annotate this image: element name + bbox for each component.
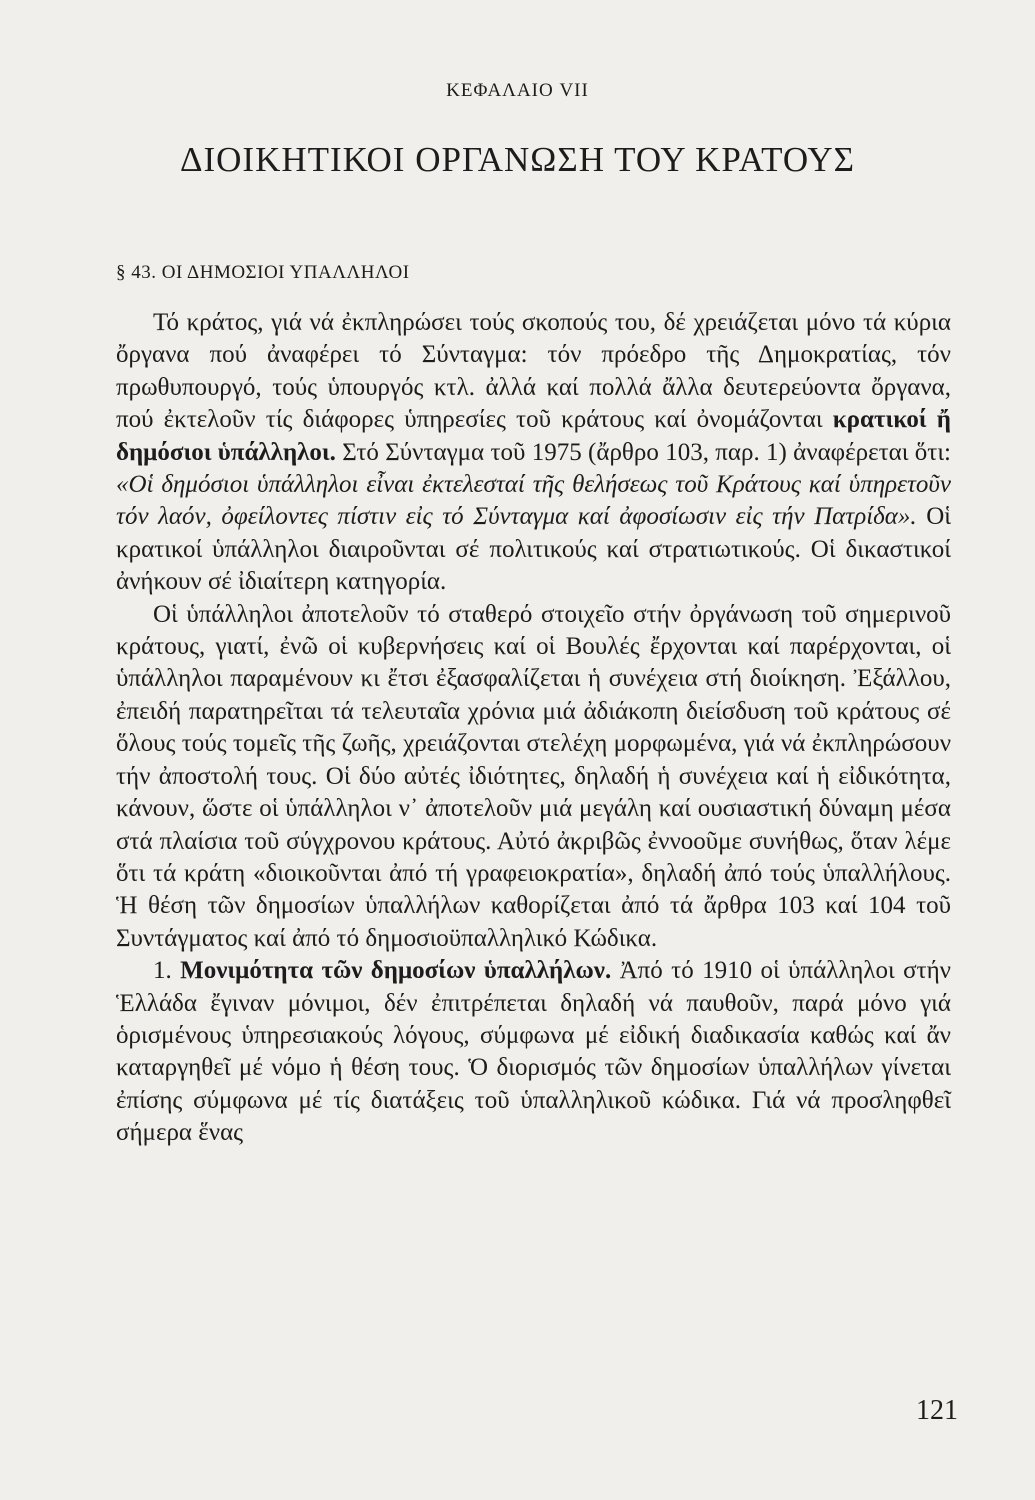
paragraph-1-text-b: Στό Σύνταγμα τοῦ 1975 (ἄρθρο 103, παρ. 1) ἀναφέρεται ὅτι: <box>335 438 951 466</box>
paragraph-1 <box>116 307 951 599</box>
paragraph-1-bold-term: κρατικοί ἤ δημόσιοι ὑπάλληλοι. <box>116 406 951 466</box>
paragraph-1-text-c: Οἱ κρατικοί ὑπάλληλοι διαιροῦνται σέ πολιτικούς καί στρατιωτικούς. Οἱ δικαστικοί ἀνήκουν σέ ἰδιαίτερη κατηγορία. <box>116 503 952 596</box>
paragraph-1-text-a: Τό κράτος, γιά νά ἐκπληρώσει τούς σκοπούς του, δέ χρειάζεται μόνο τά κύρια ὄργανα πού ἀναφέρει τό Σύνταγμα: τόν πρόεδρο τῆς Δημοκρατίας, τόν πρωθυπουργό, τούς ὑπουργός κτλ. ἀλλά καί πολλά ἄλλα δευτερεύοντα ὄργανα, πού ἐκτελοῦν τίς διάφορες ὑπηρεσίες τοῦ κράτους καί ὀνομάζονται <box>116 309 951 434</box>
paragraph-3-bold-heading: Μονιμότητα τῶν δημοσίων ὑπαλλήλων. <box>180 957 612 985</box>
page-number: 121 <box>916 1395 958 1426</box>
chapter-title: ΔΙΟΙΚΗΤΙΚΟΙ ΟΡΓΑΝΩΣΗ ΤΟΥ ΚΡΑΤΟΥΣ <box>179 140 856 179</box>
paragraph-3-number: 1. <box>153 957 172 985</box>
paragraph-3 <box>116 955 951 1149</box>
paragraph-3-text: Ἀπό τό 1910 οἱ ὑπάλληλοι στήν Ἑλλάδα ἔγιναν μόνιμοι, δέν ἐπιτρέπεται δηλαδή νά παυθοῦν, παρά μόνο γιά ὁρισμένους ὑπηρεσιακούς λόγους, σύμφωνα μέ εἰδική διαδικασία καθώς καί ἄν καταργηθεῖ μέ νόμο ἡ θέση τους. Ὁ διορισμός τῶν δημοσίων ὑπαλλήλων γίνεται ἐπίσης σύμφωνα μέ τίς διατάξεις τοῦ ὑπαλληλικοῦ κώδικα. Γιά νά προσληφθεῖ σήμερα ἕνας <box>116 957 951 1147</box>
section-heading: § 43. ΟΙ ΔΗΜΟΣΙΟΙ ΥΠΑΛΛΗΛΟΙ <box>116 262 410 283</box>
paragraph-2: Οἱ ὑπάλληλοι ἀποτελοῦν τό σταθερό στοιχεῖο στήν ὀργάνωση τοῦ σημερινοῦ κράτους, γιατί, ἐνῶ οἱ κυβερνήσεις καί οἱ Βουλές ἔρχονται καί παρέρχονται, οἱ ὑπάλληλοι παραμένουν κι ἔτσι ἐξασφαλίζεται ἡ συνέχεια στή διοίκηση. Ἐξάλλου, ἐπειδή παρατηρεῖται τά τελευταῖα χρόνια μιά ἀδιάκοπη διείσδυση τοῦ κράτους σέ ὅλους τούς τομεῖς τῆς ζωῆς, χρειάζονται στελέχη μορφωμένα, γιά νά ἐκπληρώσουν τήν ἀποστολή τους. Οἱ δύο αὐτές ἰδιότητες, δηλαδή ἡ συνέχεια καί ἡ εἰδικότητα, κάνουν, ὥστε οἱ ὑπάλληλοι ν᾽ ἀποτελοῦν μιά μεγάλη καί ουσιαστική δύναμη μέσα στά πλαίσια τοῦ σύγχρονου κράτους. Αὐτό ἀκριβῶς ἐννοοῦμε συνήθως, ὅταν λέμε ὅτι τά κράτη «διοικοῦνται ἀπό τή γραφειοκρατία», δηλαδή ἀπό τούς ὑπαλλήλους. Ἡ θέση τῶν δημοσίων ὑπαλλήλων καθορίζεται ἀπό τά ἄρθρα 103 καί 104 τοῦ Συντάγματος καί ἀπό τό δημοσιοϋπαλληλικό Κώδικα. <box>116 600 951 952</box>
body-text <box>116 307 951 1150</box>
chapter-heading: ΚΕΦΑΛΑΙΟ VII <box>446 80 589 101</box>
constitution-quote: «Οἱ δημόσιοι ὑπάλληλοι εἶναι ἐκτελεσταί τῆς θελήσεως τοῦ Κράτους καί ὑπηρετοῦν τόν λαόν, ὀφείλοντες πίστιν εἰς τό Σύνταγμα καί ἀφοσίωσιν εἰς τήν Πατρίδα». <box>116 471 951 531</box>
